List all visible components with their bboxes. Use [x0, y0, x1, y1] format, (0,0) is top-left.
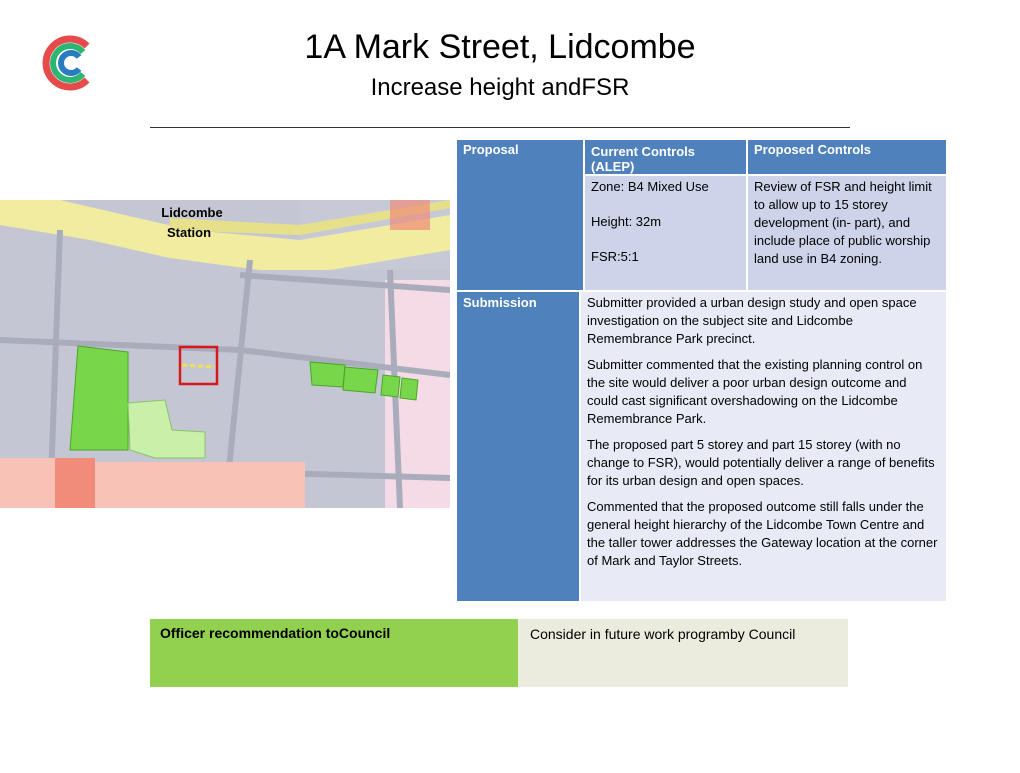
site-map	[0, 200, 450, 508]
map-station-label-2: Station	[166, 225, 212, 240]
submission-paragraph: Commented that the proposed outcome still falls under the general height hierarchy of the Lidcombe Town Centre and the taller tower addresses the Gateway location at the corner of Mark and Taylor Streets.	[587, 499, 938, 568]
council-logo-icon	[38, 32, 100, 94]
recommendation-text: Consider in future work programby Council	[530, 626, 796, 642]
title-divider	[150, 127, 850, 128]
submission-label: Submission	[463, 295, 537, 310]
submission-paragraph: Submitter commented that the existing planning control on the site would deliver a poor urban design outcome and could cast significant overshadowing on the Lidcombe Remembrance Park.	[587, 357, 923, 426]
page-subtitle: Increase height andFSR	[370, 74, 630, 101]
current-zone: Zone: B4 Mixed Use	[591, 179, 709, 194]
current-height: Height: 32m	[591, 214, 662, 229]
proposed-controls-text: Review of FSR and height limit to allow up to 15 storey development (in- part), and include place of public worship land use in B4 zoning.	[754, 179, 932, 266]
page-title: 1A Mark Street, Lidcombe	[304, 28, 696, 66]
proposed-controls-header: Proposed Controls	[754, 142, 872, 157]
submission-paragraph: The proposed part 5 storey and part 15 storey (with no change to FSR), would potentially deliver a range of benefits for its urban design and open spaces.	[587, 437, 935, 488]
proposal-table	[457, 140, 946, 601]
submission-paragraph: Submitter provided a urban design study and open space investigation on the subject site and Lidcombe Remembrance Park precinct.	[587, 295, 917, 346]
map-station-label-1: Lidcombe	[161, 205, 223, 220]
officer-recommendation-text	[518, 619, 848, 687]
recommendation-label-text: Officer recommendation toCouncil	[160, 625, 391, 641]
current-fsr: FSR:5:1	[591, 249, 639, 264]
officer-recommendation-label	[150, 619, 518, 687]
proposal-label: Proposal	[463, 142, 519, 157]
current-controls-header: Current Controls (ALEP)	[591, 144, 695, 174]
